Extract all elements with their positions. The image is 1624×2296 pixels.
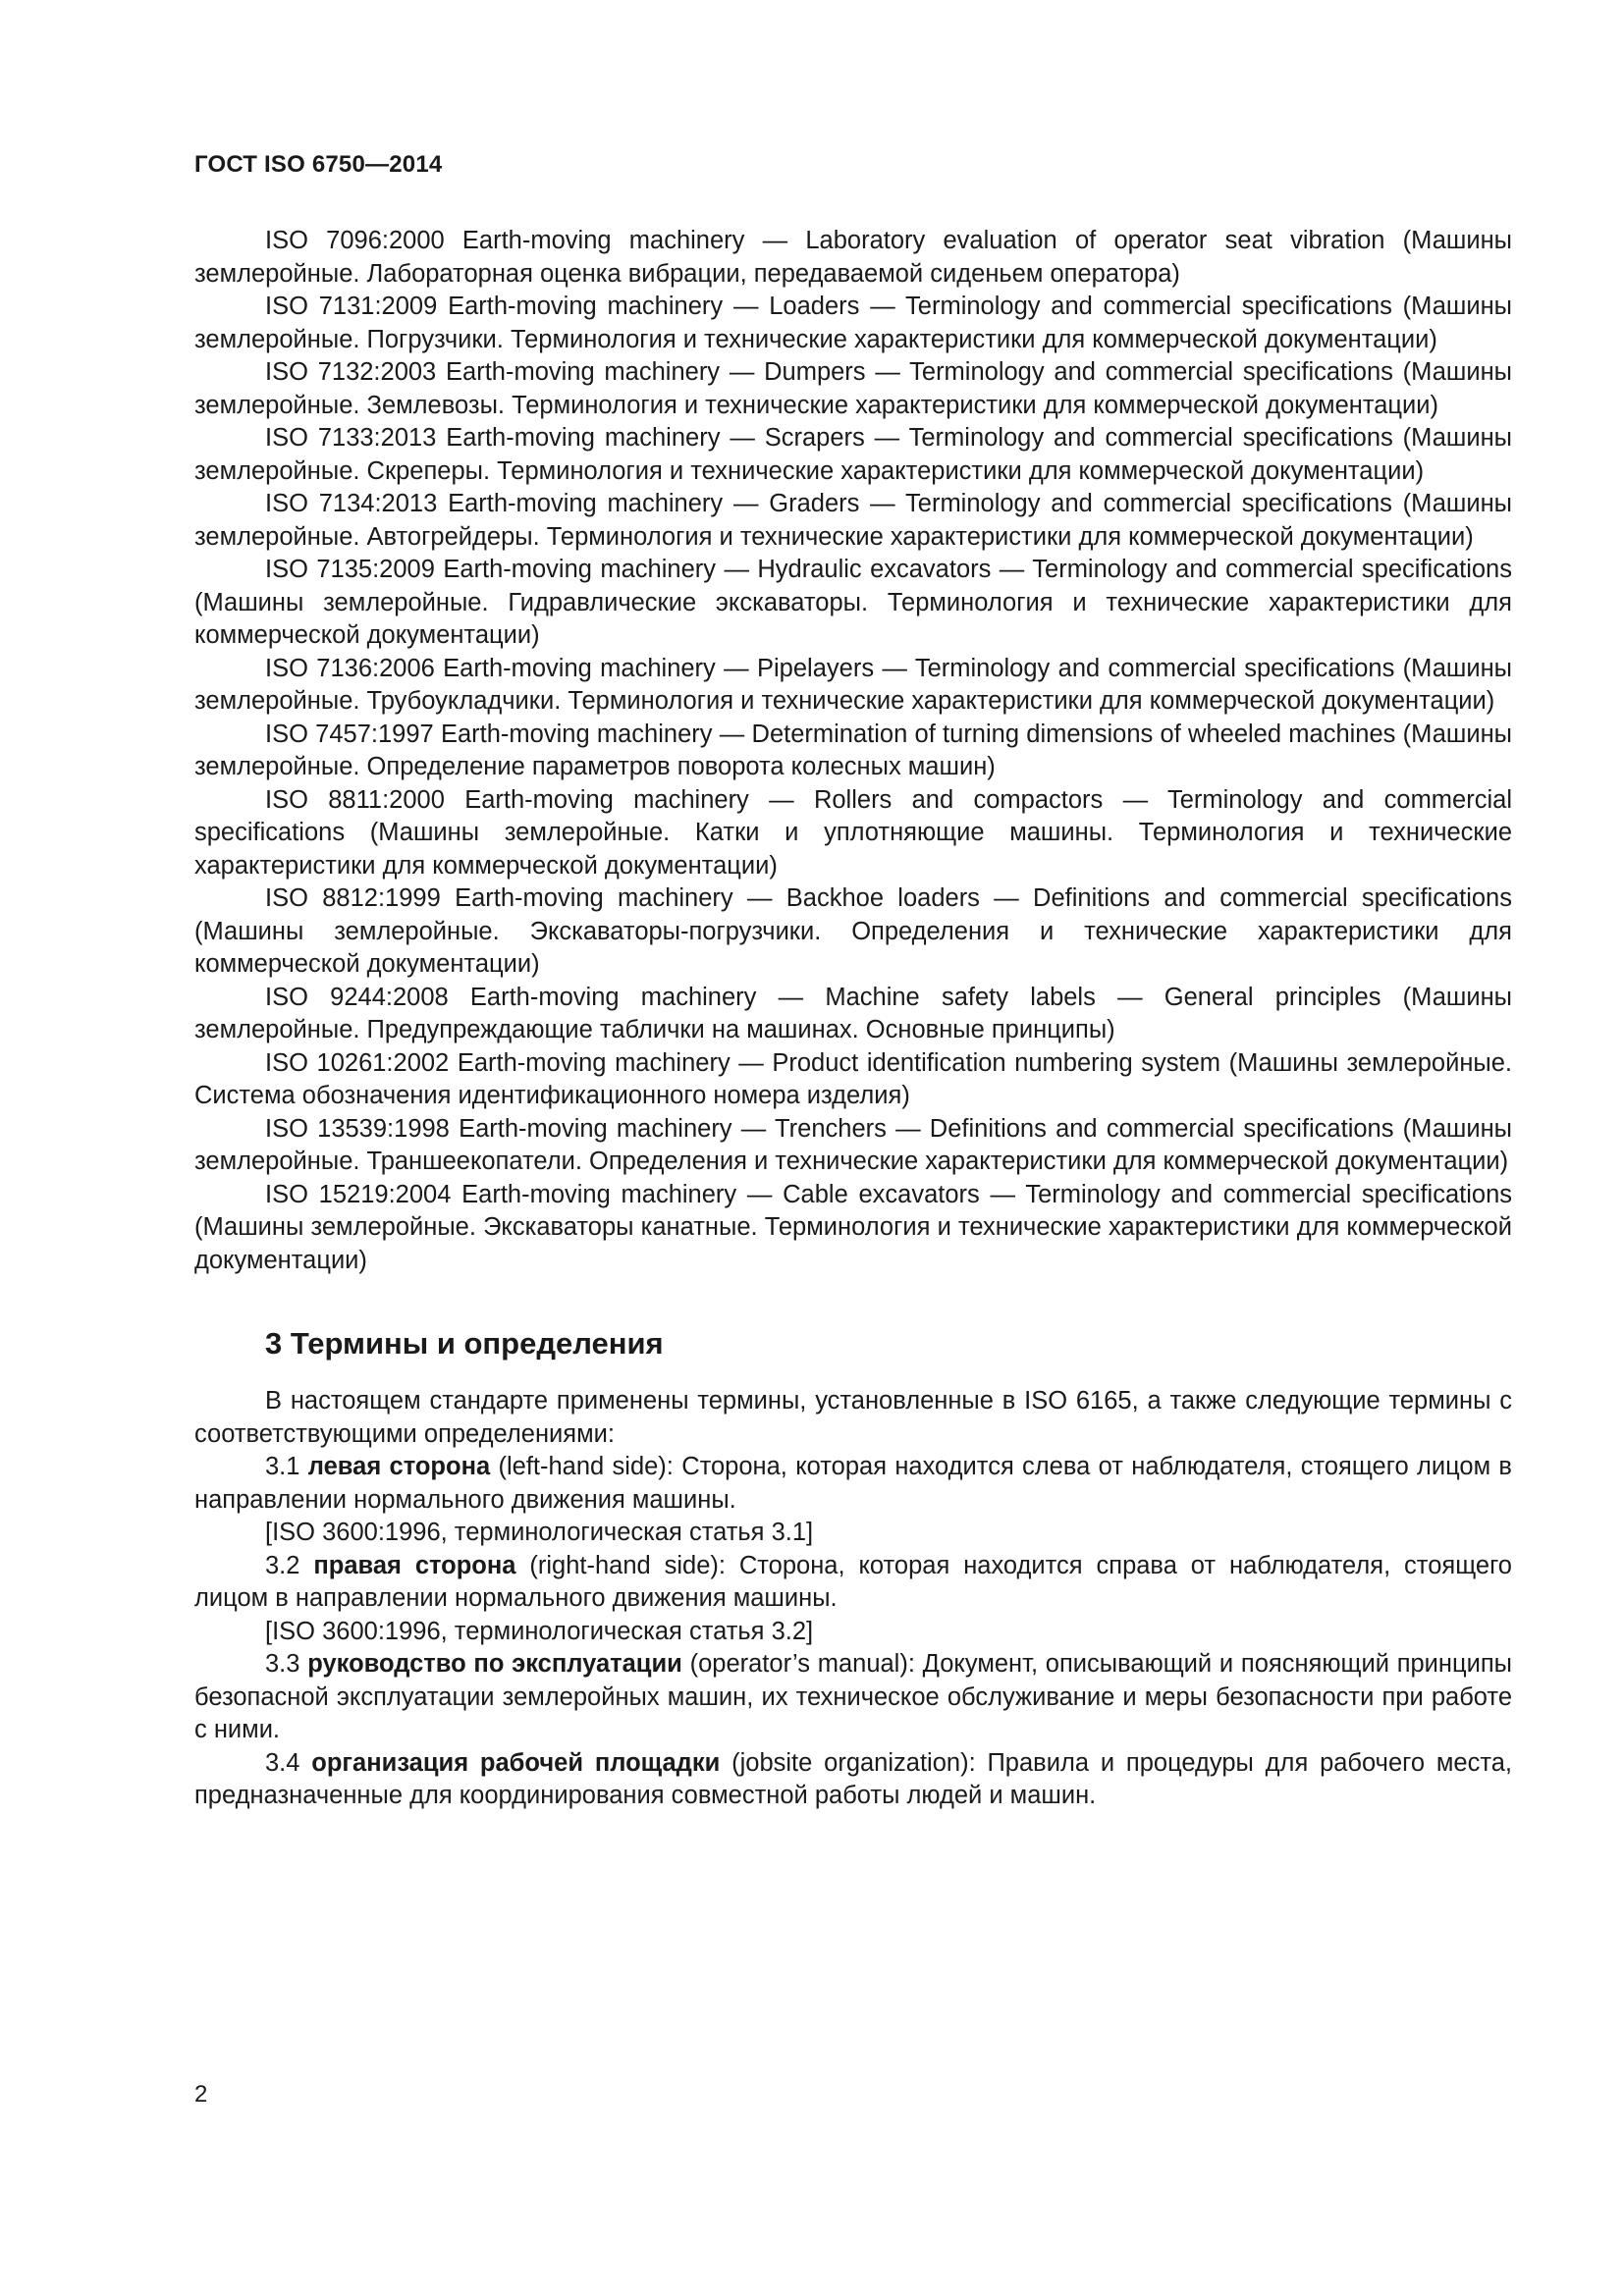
term-name: руководство по эксплуатации (307, 1650, 682, 1678)
term-definition: (operator’s manual): Документ, описывающий и поясняющий принципы безопасной эксплуатации землеройных машин, их техническое обслуживание и меры безопасности при работе с ними. (194, 1650, 1512, 1743)
reference-entry: ISO 15219:2004 Earth-moving machinery — Cable excavators — Terminology and commercial specifications (Машины землеройные. Экскаваторы канатные. Терминология и технические характеристики для коммерческой документации) (194, 1180, 1512, 1274)
reference-entry: ISO 13539:1998 Earth-moving machinery — Trenchers — Definitions and commercial specifications (Машины землеройные. Траншеекопатели. Определения и технические характеристики для коммерческой документации) (194, 1114, 1512, 1175)
term-number: 3.4 (265, 1748, 300, 1777)
term-name: правая сторона (313, 1551, 516, 1579)
term-source: [ISO 3600:1996, терминологическая статья 3.1] (265, 1519, 814, 1546)
document-header: ГОСТ ISO 6750—2014 (194, 151, 443, 178)
reference-entry: ISO 7136:2006 Earth-moving machinery — Pipelayers — Terminology and commercial specifications (Машины землеройные. Трубоукладчики. Терминология и технические характеристики для коммерческой документации) (194, 654, 1512, 715)
term-number: 3.2 (265, 1551, 300, 1579)
reference-entry: ISO 9244:2008 Earth-moving machinery — Machine safety labels — General principles (Машины землеройные. Предупреждающие таблички на машинах. Основные принципы) (194, 983, 1512, 1043)
reference-entry: ISO 7131:2009 Earth-moving machinery — Loaders — Terminology and commercial specifications (Машины землеройные. Погрузчики. Терминология и технические характеристики для коммерческой документации) (194, 293, 1512, 353)
terms-and-definitions (194, 1385, 1512, 1813)
page-number: 2 (194, 2081, 208, 2108)
reference-entry: ISO 7135:2009 Earth-moving machinery — Hydraulic excavators — Terminology and commercial specifications (Машины землеройные. Гидравлические экскаваторы. Терминология и технические характеристики для коммерческой документации) (194, 556, 1512, 649)
page-content (194, 225, 1512, 1813)
term-name: организация рабочей площадки (311, 1748, 721, 1777)
term-entry (194, 1550, 1512, 1616)
reference-entry: ISO 7457:1997 Earth-moving machinery — Determination of turning dimensions of wheeled machines (Машины землеройные. Определение параметров поворота колесных машин) (194, 720, 1512, 780)
term-number: 3.3 (265, 1650, 300, 1678)
normative-references-list (194, 225, 1512, 1277)
reference-entry: ISO 8812:1999 Earth-moving machinery — Backhoe loaders — Definitions and commercial specifications (Машины землеройные. Экскаваторы-погрузчики. Определения и технические характеристики для коммерческой документации) (194, 884, 1512, 978)
reference-entry: ISO 7133:2013 Earth-moving machinery — Scrapers — Terminology and commercial specifications (Машины землеройные. Скреперы. Терминология и технические характеристики для коммерческой документации) (194, 424, 1512, 485)
term-source: [ISO 3600:1996, терминологическая статья 3.2] (265, 1617, 814, 1645)
reference-entry: ISO 10261:2002 Earth-moving machinery — Product identification numbering system (Машины землеройные. Система обозначения идентификационного номера изделия) (194, 1048, 1512, 1109)
term-entry (194, 1747, 1512, 1813)
section-intro: В настоящем стандарте применены термины, установленные в ISO 6165, а также следующие термины с соответствующими определениями: (194, 1387, 1512, 1448)
term-definition: (jobsite organization): Правила и процедуры для рабочего места, предназначенные для координирования совместной работы людей и машин. (194, 1748, 1512, 1809)
term-entry (194, 1648, 1512, 1747)
reference-entry: ISO 7132:2003 Earth-moving machinery — Dumpers — Terminology and commercial specifications (Машины землеройные. Землевозы. Терминология и технические характеристики для коммерческой документации) (194, 358, 1512, 419)
reference-entry: ISO 7134:2013 Earth-moving machinery — Graders — Terminology and commercial specifications (Машины землеройные. Автогрейдеры. Терминология и технические характеристики для коммерческой документации) (194, 490, 1512, 551)
term-entry (194, 1451, 1512, 1517)
term-definition: (left-hand side): Сторона, которая находится слева от наблюдателя, стоящего лицом в направлении нормального движения машины. (194, 1453, 1512, 1514)
term-definition: (right-hand side): Сторона, которая находится справа от наблюдателя, стоящего лицом в направлении нормального движения машины. (194, 1551, 1512, 1612)
section-heading: 3 Термины и определения (265, 1326, 664, 1361)
term-number: 3.1 (265, 1453, 300, 1480)
reference-entry: ISO 7096:2000 Earth-moving machinery — Laboratory evaluation of operator seat vibration (Машины землеройные. Лабораторная оценка вибрации, передаваемой сиденьем оператора) (194, 227, 1512, 288)
reference-entry: ISO 8811:2000 Earth-moving machinery — Rollers and compactors — Terminology and commercial specifications (Машины землеройные. Катки и уплотняющие машины. Терминология и технические характеристики для коммерческой документации) (194, 785, 1512, 880)
term-name: левая сторона (307, 1453, 491, 1480)
